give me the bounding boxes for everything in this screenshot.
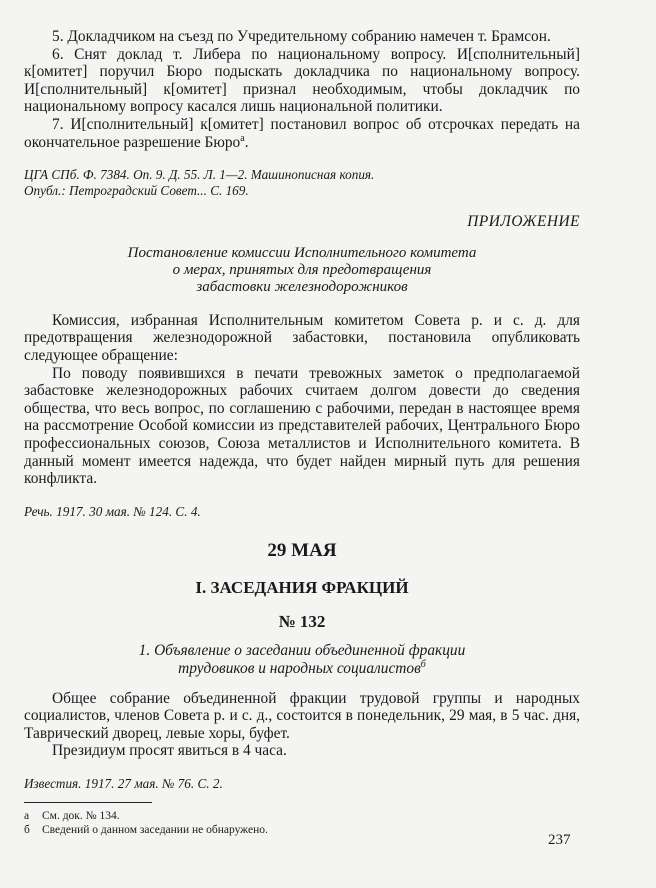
appendix-title-line-1: Постановление комиссии Исполнительного комитета (127, 244, 477, 261)
date-heading: 29 МАЯ (267, 539, 337, 561)
paragraph-item-7: 7. И[сполнительный] к[омитет] постановил вопрос об отсрочках передать на окончательное разрешение Бюро$^а$. (24, 115, 580, 151)
publication-source: Опубл.: Петроградский Совет... С. 169. (24, 183, 249, 199)
appendix-paragraph-2: По поводу появившихся в печати тревожных заметок о предполагаемой забастовке железнодорожных рабочих считаем долгом довести до сведения общества, что весь вопрос, по соглашению с рабочими, передан в настоящее время на рассмотрение Особой комиссии из представителей рабочих, Центрального Бюро профессиональных союзов, Союза металлистов и Исполнительного комитета. В данный момент имеется надежда, что будет найден мирный путь для решения конфликта. (24, 364, 580, 488)
footnote-mark: а (24, 810, 30, 823)
section-heading: I. ЗАСЕДАНИЯ ФРАКЦИЙ (195, 578, 409, 598)
footnote-text: Сведений о данном заседании не обнаружено. (42, 824, 268, 837)
izvestia-source: Известия. 1917. 27 мая. № 76. С. 2. (24, 776, 223, 792)
paragraph-item-7-text: 7. И[сполнительный] к[омитет] постановил вопрос об отсрочках передать на окончательное разрешение Бюро (24, 115, 580, 151)
appendix-paragraph-1: Комиссия, избранная Исполнительным комитетом Совета р. и с. д. для предотвращения железнодорожной забастовки, постановила опубликовать следующее обращение: (24, 311, 580, 364)
document-title (24, 642, 580, 677)
document-paragraph-1: Общее собрание объединенной фракции трудовой группы и народных социалистов, членов Совета р. и с. д., состоится в понедельник, 29 мая, в 5 час. дня, Таврический дворец, левые хоры, буфет. (24, 689, 580, 742)
page-number: 237 (548, 832, 571, 848)
appendix-label: ПРИЛОЖЕНИЕ (467, 213, 580, 231)
document-paragraph-2: Президиум просят явиться в 4 часа. (52, 742, 287, 760)
footnote-ref-a[interactable]: а (240, 132, 245, 144)
document-title-line-2-text: трудовиков и народных социалистов (178, 660, 421, 678)
footnote-divider (24, 802, 152, 803)
document-title-line-2 (24, 660, 580, 678)
footnote-item-a (24, 809, 580, 823)
paragraph-item-5: 5. Докладчиком на съезд по Учредительному собранию намечен т. Брамсон. (52, 28, 551, 45)
footnote-ref-b[interactable]: б (420, 658, 426, 670)
document-page (24, 28, 580, 837)
footnote-item-b (24, 823, 580, 837)
document-number: № 132 (278, 611, 326, 631)
appendix-title-line-3: забастовки железнодорожников (196, 278, 408, 295)
archive-source: ЦГА СПб. Ф. 7384. Оп. 9. Д. 55. Л. 1—2. Машинописная копия. (24, 167, 375, 183)
footnote-mark: б (24, 824, 30, 837)
footnote-text: См. док. № 134. (42, 810, 120, 823)
newspaper-source: Речь. 1917. 30 мая. № 124. С. 4. (24, 503, 201, 519)
appendix-title-line-2: о мерах, принятых для предотвращения (172, 261, 432, 278)
appendix-title (24, 245, 580, 296)
paragraph-item-6: 6. Снят доклад т. Либера по национальному вопросу. И[сполнительный] к[омитет] поручил Бюро подыскать докладчика по национальному вопросу. И[сполнительный] к[омитет] признал необходимым, чтобы докладчик по национальному вопросу касался лишь национальной политики. (24, 45, 580, 116)
document-title-line-1: 1. Объявление о заседании объединенной фракции (138, 642, 466, 660)
